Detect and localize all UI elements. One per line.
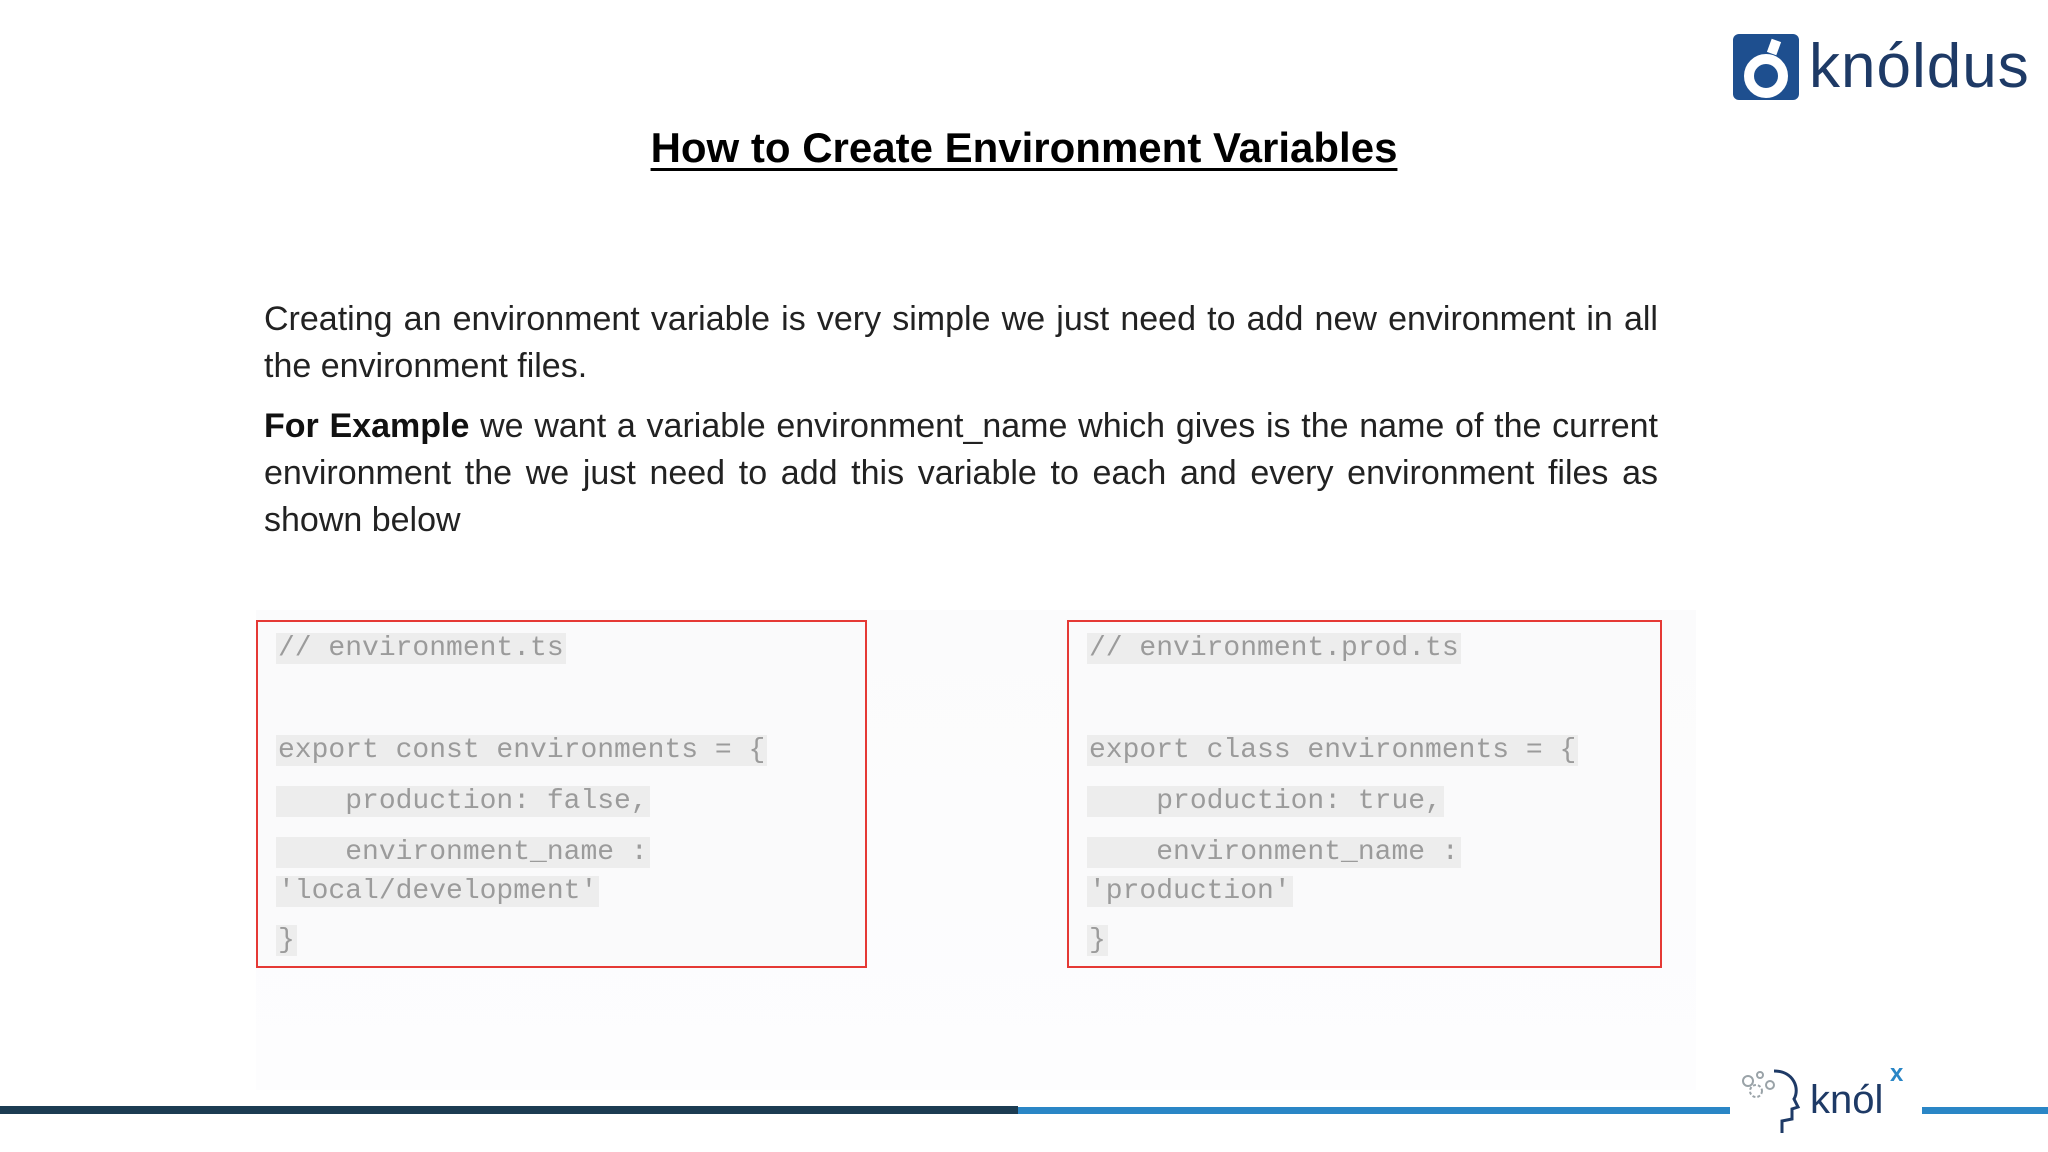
paragraph-1: Creating an environment variable is very simple we just need to add new environment in all the environment files.	[264, 300, 1658, 385]
paragraph-2-rest: we want a variable environment_name which gives is the name of the current environment the we just need to add this variable to each and every environment files as shown below	[264, 407, 1658, 539]
knolx-text: knól x	[1810, 1059, 1904, 1122]
code-line: 'local/development'	[278, 876, 598, 907]
knoldus-logo	[1733, 33, 2030, 101]
code-line: production: false,	[278, 786, 648, 817]
code-line: // environment.prod.ts	[1089, 633, 1459, 664]
code-line: // environment.ts	[278, 633, 564, 664]
code-line: environment_name :	[278, 837, 648, 868]
code-line: export const environments = {	[278, 735, 766, 766]
body-text	[264, 296, 1658, 557]
paragraph-2-bold: For Example	[264, 407, 470, 445]
code-line: environment_name :	[1089, 837, 1459, 868]
code-line: 'production'	[1089, 876, 1291, 907]
code-box-environment	[256, 620, 867, 968]
knolx-logo	[1730, 1050, 1922, 1150]
knolx-x: x	[1890, 1059, 1904, 1087]
paragraph-2	[264, 403, 1658, 544]
knoldus-logo-icon	[1733, 34, 1799, 100]
logo-text: knóldus	[1809, 32, 2030, 101]
knolx-head-icon	[1734, 1063, 1808, 1137]
code-line: export class environments = {	[1089, 735, 1577, 766]
code-box-environment-prod	[1067, 620, 1662, 968]
code-line: }	[1089, 925, 1106, 956]
code-line: }	[278, 925, 295, 956]
code-line: production: true,	[1089, 786, 1442, 817]
footer-bar-dark	[0, 1106, 1018, 1114]
page-title: How to Create Environment Variables	[650, 124, 1398, 171]
